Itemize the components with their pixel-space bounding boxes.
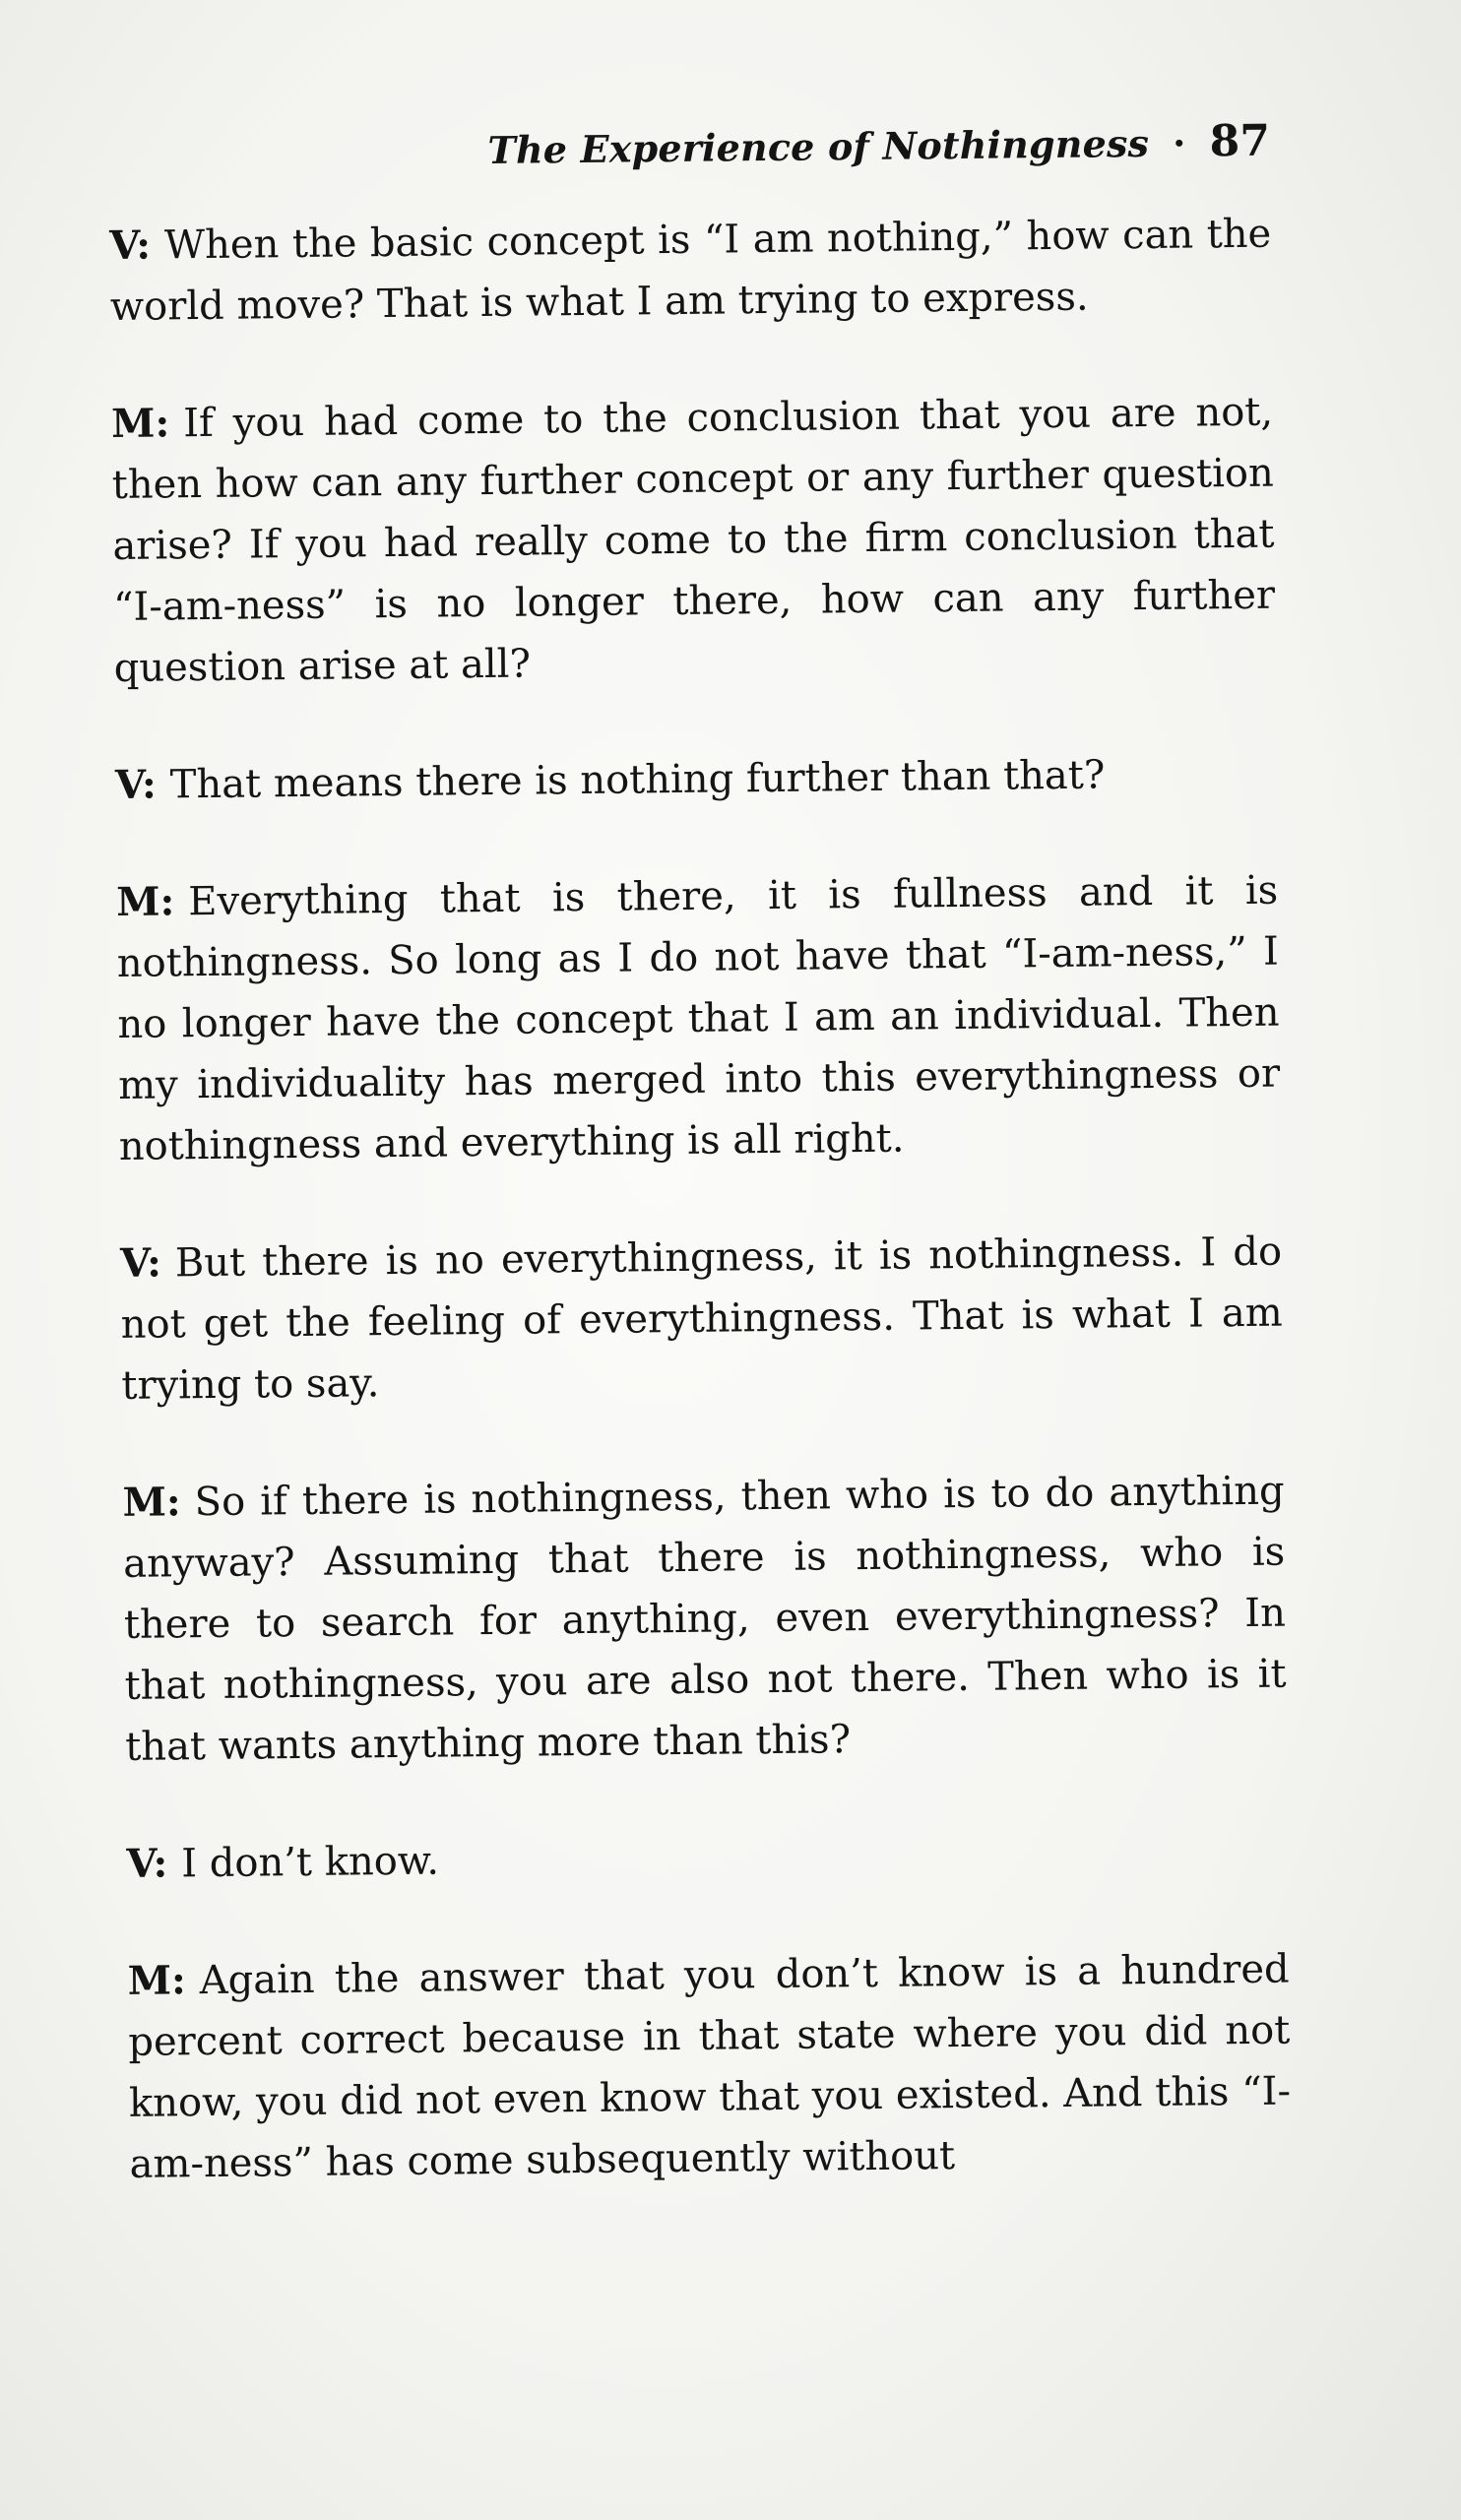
dialogue-paragraph xyxy=(115,743,1278,816)
dialogue-paragraph xyxy=(122,1461,1287,1778)
dialogue-paragraph xyxy=(111,382,1276,699)
speaker-label: V: xyxy=(109,221,152,269)
paragraph-text: So if there is nothingness, then who is to do anything anyway? Assuming that there is nothingness, who is there to search for anything, even everythingness? In that nothingness, you are also not there. Then who is it that wants anything more than this? xyxy=(123,1468,1287,1770)
speaker-label: V: xyxy=(126,1840,168,1887)
speaker-label: M: xyxy=(110,400,170,447)
page-text-block xyxy=(108,116,1293,2251)
paragraph-text: That means there is nothing further than that? xyxy=(169,752,1106,808)
paragraph-text: Again the answer that you don’t know is a hundred percent correct because in that state where you did not know, you did not even know that you existed. And this “I-am-ness” has come subsequently without xyxy=(128,1946,1292,2187)
dialogue-paragraph xyxy=(120,1222,1284,1417)
dialogue-paragraph xyxy=(127,1939,1292,2195)
speaker-label: V: xyxy=(119,1239,162,1287)
dialogue-paragraph xyxy=(109,204,1272,338)
paragraph-text: I don’t know. xyxy=(181,1838,440,1887)
page-number: 87 xyxy=(1209,115,1271,167)
running-head xyxy=(108,116,1270,178)
speaker-label: V: xyxy=(114,761,158,808)
speaker-label: M: xyxy=(115,878,175,925)
header-separator: · xyxy=(1172,120,1186,165)
paragraph-text: When the basic concept is “I am nothing,” how can the world move? That is what I am trying to express. xyxy=(109,211,1272,330)
paragraph-text: But there is no everythingness, it is nothingness. I do not get the feeling of everythingness. That is what I am trying to say. xyxy=(120,1228,1283,1409)
paragraph-text: Everything that is there, it is fullness and it is nothingness. So long as I do not have that “I-am-ness,” I no longer have the concept that I am an individual. Then my individuality has merged into this everythingness or nothingness and everything is all right. xyxy=(116,867,1281,1169)
dialogue-paragraph xyxy=(126,1822,1289,1895)
dialogue-paragraph xyxy=(116,860,1281,1177)
paragraph-text: If you had come to the conclusion that you are not, then how can any further concept or any further question arise? If you had really come to the firm conclusion that “I-am-ness” is no longer there, how can any further question arise at all? xyxy=(111,389,1276,691)
speaker-label: M: xyxy=(122,1479,181,1526)
chapter-title: The Experience of Nothingness xyxy=(487,120,1150,172)
speaker-label: M: xyxy=(127,1957,187,2004)
